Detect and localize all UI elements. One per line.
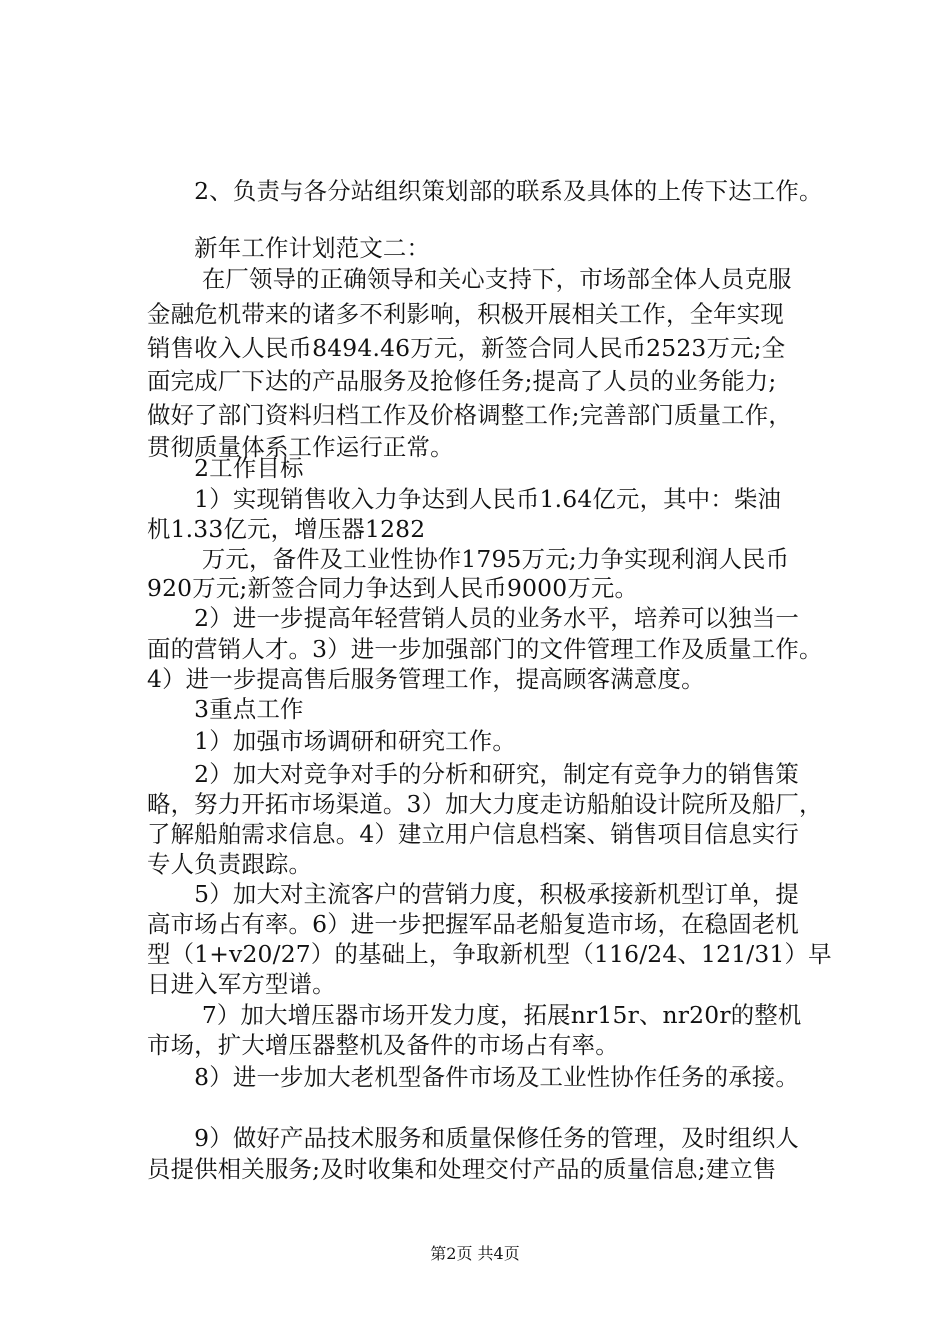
paragraph-line: 面的营销人才。3）进一步加强部门的文件管理工作及质量工作。 [147,635,823,663]
paragraph-line: 1）实现销售收入力争达到人民币1.64亿元，其中：柴油 [147,485,782,513]
paragraph-line: 920万元;新签合同力争达到人民币9000万元。 [147,574,639,602]
page-number-footer: 第2页 共4页 [430,1244,520,1263]
paragraph-line: 高市场占有率。6）进一步把握军品老船复造市场，在稳固老机 [147,910,800,938]
paragraph-line: 2、负责与各分站组织策划部的联系及具体的上传下达工作。 [147,177,823,205]
paragraph-line: 万元，备件及工业性协作1795万元;力争实现利润人民币 [147,545,790,573]
paragraph-line: 日进入军方型谱。 [147,970,336,998]
paragraph-line: 型（1+v20/27）的基础上，争取新机型（116/24、121/31）早 [147,940,832,968]
paragraph-line: 8）进一步加大老机型备件市场及工业性协作任务的承接。 [147,1063,800,1091]
paragraph-line: 了解船舶需求信息。4）建立用户信息档案、销售项目信息实行 [147,820,800,848]
paragraph-line: 市场，扩大增压器整机及备件的市场占有率。 [147,1031,619,1059]
paragraph-line: 员提供相关服务;及时收集和处理交付产品的质量信息;建立售 [147,1155,777,1183]
paragraph-line: 4）进一步提高售后服务管理工作，提高顾客满意度。 [147,665,705,693]
paragraph-line: 5）加大对主流客户的营销力度，积极承接新机型订单，提 [147,880,800,908]
paragraph-line: 2）进一步提高年轻营销人员的业务水平，培养可以独当一 [147,604,800,632]
section-heading: 新年工作计划范文二： [147,234,431,262]
section-heading: 3重点工作 [147,695,304,723]
paragraph-line: 金融危机带来的诸多不利影响，积极开展相关工作，全年实现 [147,300,784,328]
paragraph-line: 7）加大增压器市场开发力度，拓展nr15r、nr20r的整机 [147,1001,802,1029]
paragraph-line: 专人负责跟踪。 [147,850,313,878]
paragraph-line: 1）加强市场调研和研究工作。 [147,727,516,755]
paragraph-line: 略，努力开拓市场渠道。3）加大力度走访船舶设计院所及船厂， [147,790,823,818]
paragraph-line: 面完成厂下达的产品服务及抢修任务;提高了人员的业务能力; [147,367,777,395]
paragraph-line: 机1.33亿元，增压器1282 [147,515,426,543]
paragraph-line: 做好了部门资料归档工作及价格调整工作;完善部门质量工作， [147,401,793,429]
paragraph-line: 贯彻质量体系工作运行正常。 [147,433,454,461]
paragraph-line: 9）做好产品技术服务和质量保修任务的管理，及时组织人 [147,1124,800,1152]
paragraph-line: 在厂领导的正确领导和关心支持下，市场部全体人员克服 [147,265,792,293]
section-heading: 2工作目标 [147,454,304,482]
paragraph-line: 2）加大对竞争对手的分析和研究，制定有竞争力的销售策 [147,760,800,788]
paragraph-line: 销售收入人民币8494.46万元，新签合同人民币2523万元;全 [147,334,786,362]
